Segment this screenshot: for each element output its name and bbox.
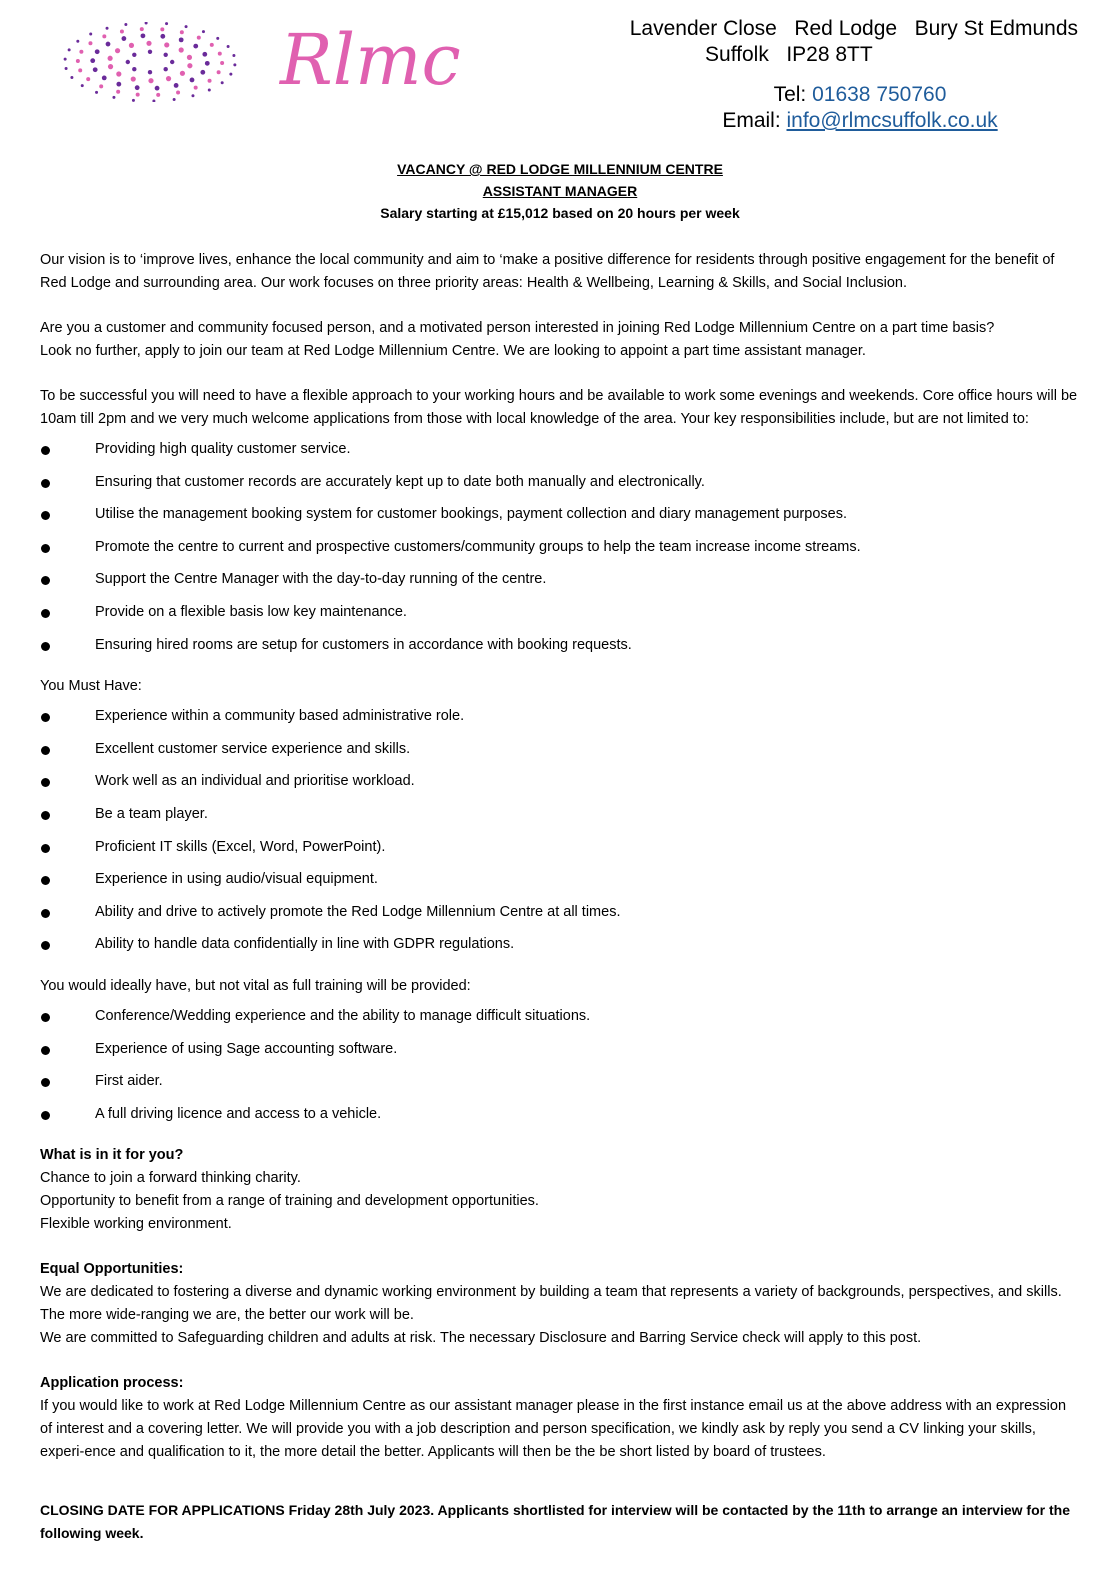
logo-dot xyxy=(106,42,111,47)
logo-dot xyxy=(99,84,103,88)
logo-dot xyxy=(79,50,83,54)
bullet-icon xyxy=(41,844,50,853)
logo-dot xyxy=(185,25,188,28)
logo-dot xyxy=(148,50,152,54)
bullet-icon xyxy=(41,642,50,651)
list-item: Proficient IT skills (Excel, Word, PowerPoint). xyxy=(40,831,1080,864)
equal-line: The more wide-ranging we are, the better our work will be. xyxy=(40,1307,414,1324)
benefits-line: Chance to join a forward thinking charity. xyxy=(40,1170,301,1187)
logo-dot xyxy=(194,86,198,90)
intro-paragraph-2b: Look no further, apply to join our team at Red Lodge Millennium Centre. We are looking to appoint a part time assistant manager. xyxy=(40,343,866,359)
bullet-icon xyxy=(41,1013,50,1022)
logo-dot xyxy=(120,29,124,33)
application-text: If you would like to work at Red Lodge Millennium Centre as our assistant manager please in the first instance email us at the above address with an expression of interest and a covering letter. We will provide you with a job description and person specification, we kindly ask by reply you send a CV linking your skills, experi-ence and qualification to it, the more detail the better. Applicants will then be the be short listed by board of trustees. xyxy=(40,1398,1067,1461)
vacancy-title xyxy=(40,158,1080,224)
tel-value: 01638 750760 xyxy=(812,83,947,106)
logo-dot xyxy=(180,30,184,34)
logo-dot xyxy=(193,44,198,49)
logo-dot xyxy=(136,93,140,97)
logo-dot xyxy=(115,48,120,53)
list-item: Experience in using audio/visual equipment. xyxy=(40,863,1080,896)
bullet-icon xyxy=(41,876,50,885)
bullet-icon xyxy=(41,609,50,618)
logo-dot xyxy=(116,90,120,94)
logo-dot xyxy=(165,22,168,25)
contact-block xyxy=(700,80,1030,134)
benefits-heading: What is in it for you? xyxy=(40,1147,184,1164)
ideally-list xyxy=(40,1000,1080,1130)
equal-line: We are dedicated to fostering a diverse and dynamic working environment by building a team that represents a variety of backgrounds, perspectives, and skills. xyxy=(40,1284,1062,1301)
logo-dot xyxy=(160,34,165,39)
must-have-heading: You Must Have: xyxy=(40,678,142,695)
logo-dot xyxy=(145,22,148,24)
list-item: A full driving licence and access to a vehicle. xyxy=(40,1098,1080,1131)
logo-dot xyxy=(116,71,121,76)
logo-dot xyxy=(112,96,115,99)
logo-dot xyxy=(190,78,195,83)
list-item: Experience of using Sage accounting software. xyxy=(40,1033,1080,1066)
logo-dot xyxy=(216,37,219,40)
logo-dot xyxy=(160,27,164,31)
logo-dot xyxy=(116,82,121,87)
closing-date-notice: CLOSING DATE FOR APPLICATIONS Friday 28th July 2023. Applicants shortlisted for interview will be contacted by the 11th to arrange an interview for the following week. xyxy=(40,1502,1070,1542)
list-item: Promote the centre to current and prospective customers/community groups to help the team increase income streams. xyxy=(40,531,1080,564)
logo-dot xyxy=(233,63,236,66)
logo-dot xyxy=(163,53,167,57)
logo-dot xyxy=(76,59,80,63)
bullet-icon xyxy=(41,713,50,722)
address-line1: Lavender Close Red Lodge Bury St Edmunds xyxy=(629,17,1078,40)
list-item: Experience within a community based administrative role. xyxy=(40,700,1080,733)
logo-dot xyxy=(141,33,146,38)
logo-dot xyxy=(131,76,136,81)
logo-dot xyxy=(65,67,68,70)
tel-line xyxy=(690,82,1030,108)
logo-dot xyxy=(108,64,113,69)
logo-dot xyxy=(148,78,153,83)
logo-dot xyxy=(68,48,71,51)
logo-dot xyxy=(187,63,192,68)
bullet-icon xyxy=(41,576,50,585)
logo-dot xyxy=(166,76,171,81)
logo-dot xyxy=(132,67,136,71)
bullet-icon xyxy=(41,1046,50,1055)
logo-dot xyxy=(217,70,221,74)
logo-dot xyxy=(64,58,67,61)
benefits-line: Flexible working environment. xyxy=(40,1216,232,1233)
bullet-icon xyxy=(41,909,50,918)
logo-dot xyxy=(180,71,185,76)
logo-dot xyxy=(205,61,210,66)
logo-dot xyxy=(179,47,184,52)
bullet-icon xyxy=(41,1078,50,1087)
address-line2: Suffolk IP28 8TT xyxy=(705,43,873,66)
logo-dot xyxy=(163,67,167,71)
email-line xyxy=(690,108,1030,134)
logo-dot xyxy=(102,75,107,80)
bullet-icon xyxy=(41,511,50,520)
logo-dot xyxy=(210,43,214,47)
logo-dot xyxy=(86,77,90,81)
list-item: First aider. xyxy=(40,1065,1080,1098)
logo-dot xyxy=(197,36,201,40)
ideally-heading: You would ideally have, but not vital as full training will be provided: xyxy=(40,977,471,994)
intro-paragraph-2a: Are you a customer and community focused person, and a motivated person interested in joining Red Lodge Millennium Centre on a part time basis? xyxy=(40,320,995,336)
logo-wordmark: Rlmc xyxy=(280,22,461,101)
logo-dot xyxy=(208,89,211,92)
email-link[interactable]: info@rlmcsuffolk.co.uk xyxy=(786,109,998,132)
list-item: Ensuring that customer records are accurately kept up to date both manually and electronically. xyxy=(40,466,1080,499)
bullet-icon xyxy=(41,746,50,755)
document-body xyxy=(40,158,1080,1545)
benefits-line: Opportunity to benefit from a range of training and development opportunities. xyxy=(40,1193,539,1210)
application-heading: Application process: xyxy=(40,1375,184,1392)
logo-dot xyxy=(152,100,155,102)
must-have-list xyxy=(40,700,1080,961)
logo-dot xyxy=(88,41,92,45)
logo-dot xyxy=(81,84,84,87)
logo-dot xyxy=(132,53,136,57)
logo-dot xyxy=(95,91,98,94)
intro-paragraph-3: To be successful you will need to have a flexible approach to your working hours and be available to work some evenings and weekends. Core office hours will be 10am till 2pm and we very much welcome applications from those with local knowledge of the area. Your key responsibilities include, but are not limited to: xyxy=(40,388,1078,427)
logo-dot xyxy=(146,41,151,46)
logo-dot xyxy=(202,30,205,33)
logo-dot xyxy=(108,56,113,61)
logo-dot xyxy=(155,86,160,91)
list-item: Ability and drive to actively promote the Red Lodge Millennium Centre at all times. xyxy=(40,896,1080,929)
logo-dot xyxy=(95,49,100,54)
dot-burst-icon xyxy=(64,22,237,102)
list-item: Ensuring hired rooms are setup for customers in accordance with booking requests. xyxy=(40,629,1080,662)
bullet-icon xyxy=(41,479,50,488)
title-line2: ASSISTANT MANAGER xyxy=(482,183,638,199)
logo-dot xyxy=(173,98,176,101)
logo-dot xyxy=(221,81,224,84)
tel-label: Tel: xyxy=(773,83,813,106)
logo-dot xyxy=(93,67,98,72)
address-block xyxy=(630,16,1078,68)
list-item: Utilise the management booking system for customer bookings, payment collection and diary management purposes. xyxy=(40,498,1080,531)
logo-dot xyxy=(218,52,222,56)
logo-dot xyxy=(89,32,92,35)
logo-dot xyxy=(129,43,134,48)
logo-dot xyxy=(170,60,174,64)
logo-dot xyxy=(176,91,180,95)
list-item: Be a team player. xyxy=(40,798,1080,831)
bullet-icon xyxy=(41,811,50,820)
title-line1: VACANCY @ RED LODGE MILLENNIUM CENTRE xyxy=(397,161,723,177)
bullet-icon xyxy=(41,544,50,553)
bullet-icon xyxy=(41,778,50,787)
logo-dot xyxy=(179,37,184,42)
list-item: Ability to handle data confidentially in line with GDPR regulations. xyxy=(40,928,1080,961)
logo-dot xyxy=(202,52,207,57)
logo-dot xyxy=(156,93,160,97)
intro-paragraph-1: Our vision is to ‘improve lives, enhance the local community and aim to ‘make a positive difference for residents through positive engagement for the benefit of Red Lodge and surrounding area. Our work focuses on three priority areas: Health & Wellbeing, Learning & Skills, and Social Inclusion. xyxy=(40,252,1055,291)
logo-dot xyxy=(174,83,179,88)
list-item: Conference/Wedding experience and the ability to manage difficult situations. xyxy=(40,1000,1080,1033)
logo-dot xyxy=(124,23,127,26)
list-item: Work well as an individual and prioritise workload. xyxy=(40,765,1080,798)
email-label: Email: xyxy=(722,109,787,132)
logo-dot xyxy=(232,54,235,57)
logo-dot xyxy=(76,40,79,43)
list-item: Support the Centre Manager with the day-to-day running of the centre. xyxy=(40,563,1080,596)
bullet-icon xyxy=(41,1111,50,1120)
equal-opportunities-heading: Equal Opportunities: xyxy=(40,1261,184,1278)
logo-dot xyxy=(148,70,152,74)
bullet-icon xyxy=(41,446,50,455)
logo-dot xyxy=(164,42,169,47)
logo-dot xyxy=(135,85,140,90)
logo-dot xyxy=(121,36,126,41)
list-item: Provide on a flexible basis low key maintenance. xyxy=(40,596,1080,629)
responsibilities-list xyxy=(40,433,1080,661)
logo-dot xyxy=(106,27,109,30)
logo-dot xyxy=(126,60,130,64)
logo-dot xyxy=(208,79,212,83)
logo-dot xyxy=(70,76,73,79)
logo-dot xyxy=(102,34,106,38)
list-item: Providing high quality customer service. xyxy=(40,433,1080,466)
list-item: Excellent customer service experience and skills. xyxy=(40,733,1080,766)
logo-dot xyxy=(187,55,192,60)
bullet-icon xyxy=(41,941,50,950)
equal-line: We are committed to Safeguarding children and adults at risk. The necessary Disclosure and Barring Service check will apply to this post. xyxy=(40,1330,922,1347)
logo-dot xyxy=(200,70,205,75)
logo-dot xyxy=(78,68,82,72)
logo-dot xyxy=(191,94,194,97)
logo-dot xyxy=(132,99,135,102)
salary-line: Salary starting at £15,012 based on 20 hours per week xyxy=(380,205,740,221)
logo-dot xyxy=(220,61,224,65)
logo-dot xyxy=(227,45,230,48)
rlmc-logo xyxy=(60,22,580,102)
logo-dot xyxy=(140,27,144,31)
logo-dot xyxy=(229,73,232,76)
logo-dot xyxy=(90,58,95,63)
